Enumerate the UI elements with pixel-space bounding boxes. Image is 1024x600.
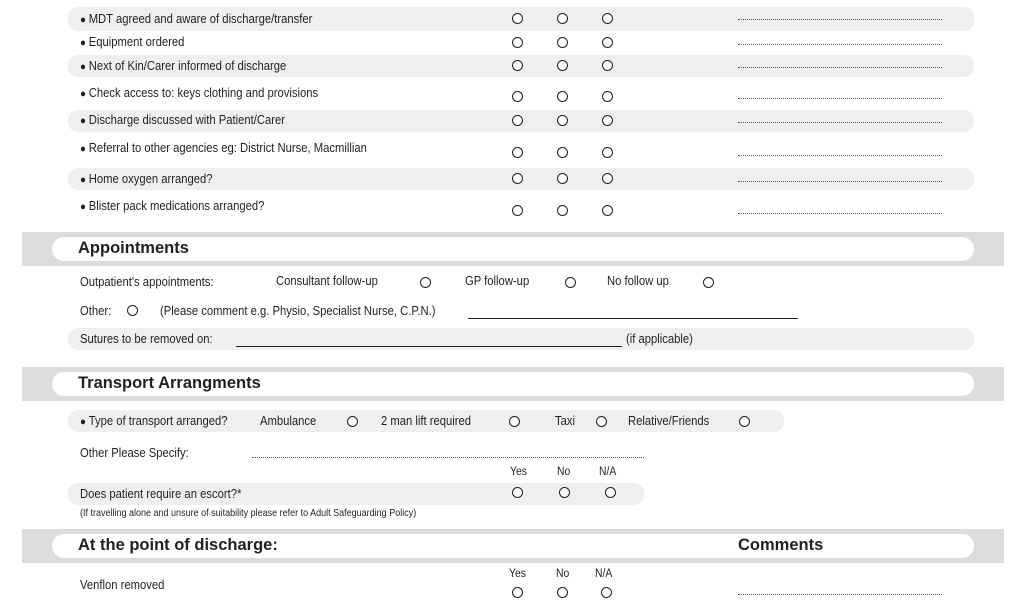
- no-radio[interactable]: [557, 13, 568, 24]
- yes-radio[interactable]: [512, 91, 523, 102]
- yes-header: Yes: [509, 568, 526, 580]
- comment-line[interactable]: [738, 155, 942, 156]
- na-header: N/A: [595, 568, 613, 580]
- gp-label: GP follow-up: [465, 274, 530, 288]
- na-radio[interactable]: [602, 60, 613, 71]
- no-radio[interactable]: [557, 37, 568, 48]
- section-title: Appointments: [78, 239, 189, 257]
- escort-question: Does patient require an escort?*: [80, 487, 242, 501]
- if-applicable: (if applicable): [626, 332, 693, 346]
- no-header: No: [557, 466, 571, 478]
- checklist-item: ● MDT agreed and aware of discharge/transfer: [80, 12, 313, 26]
- no-radio[interactable]: [557, 205, 568, 216]
- section-title: At the point of discharge:: [78, 536, 278, 554]
- two-man-radio[interactable]: [509, 416, 520, 427]
- transport-other-label: Other Please Specify:: [80, 446, 189, 460]
- checklist-item: ● Home oxygen arranged?: [80, 172, 213, 186]
- comment-line[interactable]: [738, 181, 942, 182]
- no-follow-label: No follow up: [607, 274, 669, 288]
- checklist-item: ● Blister pack medications arranged?: [80, 199, 265, 213]
- comment-line[interactable]: [738, 594, 942, 595]
- transport-header: [22, 367, 1004, 401]
- yes-radio[interactable]: [512, 115, 523, 126]
- comments-title: Comments: [738, 536, 824, 554]
- checklist-item: ● Discharge discussed with Patient/Carer: [80, 113, 286, 127]
- yes-radio[interactable]: [512, 147, 523, 158]
- comment-line[interactable]: [738, 44, 942, 45]
- na-radio[interactable]: [602, 13, 613, 24]
- relative-radio[interactable]: [739, 416, 750, 427]
- yes-radio[interactable]: [512, 205, 523, 216]
- comment-line[interactable]: [738, 98, 942, 99]
- escort-note: (If travelling alone and unsure of suitability please refer to Adult Safeguarding Policy): [80, 508, 417, 519]
- na-radio[interactable]: [602, 147, 613, 158]
- yes-radio[interactable]: [512, 13, 523, 24]
- checklist-item: ● Equipment ordered: [80, 35, 185, 49]
- comment-line[interactable]: [738, 67, 942, 68]
- taxi-label: Taxi: [555, 414, 576, 428]
- gp-radio[interactable]: [565, 277, 576, 288]
- checklist-item: ● Next of Kin/Carer informed of discharge: [80, 59, 287, 73]
- comment-line[interactable]: [738, 19, 942, 20]
- transport-other-input[interactable]: [252, 457, 644, 458]
- yes-radio[interactable]: [512, 173, 523, 184]
- ambulance-radio[interactable]: [347, 416, 358, 427]
- outpatient-label: Outpatient's appointments:: [80, 275, 214, 289]
- na-radio[interactable]: [602, 173, 613, 184]
- na-radio[interactable]: [602, 37, 613, 48]
- no-radio[interactable]: [557, 91, 568, 102]
- section-title: Transport Arrangments: [78, 374, 261, 392]
- relative-label: Relative/Friends: [628, 414, 710, 428]
- consultant-radio[interactable]: [420, 277, 431, 288]
- escort-na-radio[interactable]: [605, 487, 616, 498]
- escort-no-radio[interactable]: [559, 487, 570, 498]
- sutures-label: Sutures to be removed on:: [80, 332, 213, 346]
- comment-line[interactable]: [738, 213, 942, 214]
- na-header: N/A: [599, 466, 617, 478]
- comment-line[interactable]: [738, 122, 942, 123]
- sutures-input[interactable]: [236, 346, 622, 347]
- yes-header: Yes: [510, 466, 527, 478]
- no-header: No: [556, 568, 570, 580]
- na-radio[interactable]: [602, 205, 613, 216]
- ambulance-label: Ambulance: [260, 414, 317, 428]
- transport-type-label: ● Type of transport arranged?: [80, 414, 228, 428]
- na-radio[interactable]: [602, 115, 613, 126]
- checklist-item: ● Referral to other agencies eg: District Nurse, Macmillian: [80, 141, 367, 155]
- venflon-yes-radio[interactable]: [512, 587, 523, 598]
- venflon-na-radio[interactable]: [601, 587, 612, 598]
- yes-radio[interactable]: [512, 37, 523, 48]
- na-radio[interactable]: [602, 91, 613, 102]
- no-radio[interactable]: [557, 173, 568, 184]
- escort-yes-radio[interactable]: [512, 487, 523, 498]
- discharge-header: [22, 529, 1004, 563]
- no-radio[interactable]: [557, 115, 568, 126]
- venflon-no-radio[interactable]: [557, 587, 568, 598]
- no-radio[interactable]: [557, 60, 568, 71]
- other-comment: (Please comment e.g. Physio, Specialist Nurse, C.P.N.): [160, 304, 436, 318]
- other-radio[interactable]: [127, 305, 138, 316]
- two-man-label: 2 man lift required: [381, 414, 472, 428]
- no-follow-radio[interactable]: [703, 277, 714, 288]
- appointments-header: [22, 232, 1004, 266]
- consultant-label: Consultant follow-up: [276, 274, 378, 288]
- other-label: Other:: [80, 304, 112, 318]
- checklist-item: ● Check access to: keys clothing and provisions: [80, 86, 319, 100]
- other-input[interactable]: [468, 318, 798, 319]
- taxi-radio[interactable]: [596, 416, 607, 427]
- no-radio[interactable]: [557, 147, 568, 158]
- venflon-label: Venflon removed: [80, 578, 165, 592]
- yes-radio[interactable]: [512, 60, 523, 71]
